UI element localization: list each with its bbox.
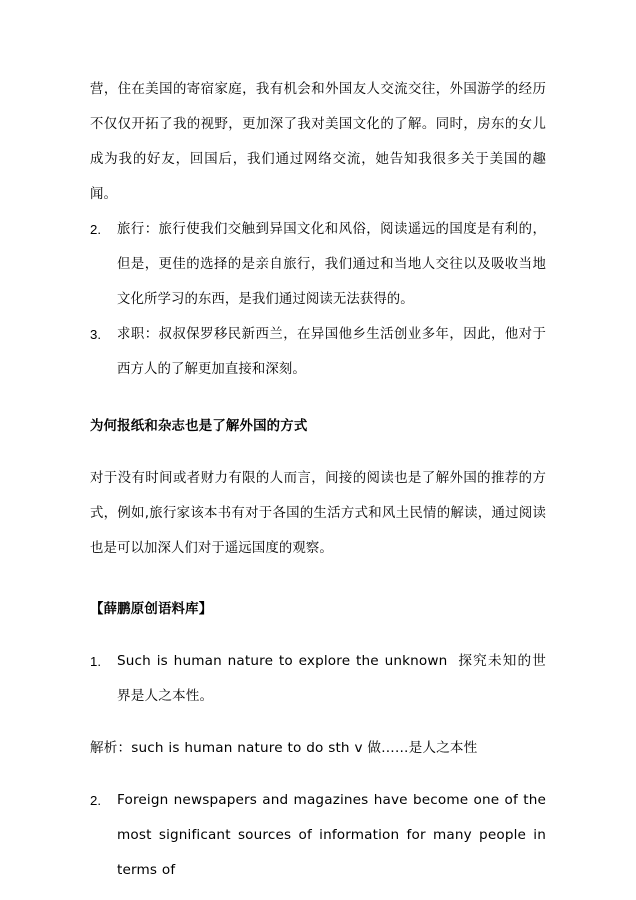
section-spacer	[90, 566, 546, 592]
list-item-label: 旅行：旅行使我们交触到异国文化和风俗，阅读遥远的国度是有利的，但是，更佳的选择的是亲自旅行，我们通过和当地人交往以及吸收当地文化所学习的东西，是我们通过阅读无法获得的。	[117, 222, 546, 307]
list-item	[90, 317, 546, 387]
list-item-label: 求职：叔叔保罗移民新西兰，在异国他乡生活创业多年，因此，他对于西方人的了解更加直接和深刻。	[117, 327, 546, 377]
english-corpus-list-continued	[90, 783, 546, 888]
document-body	[90, 72, 546, 888]
continuation-paragraph: 营，住在美国的寄宿家庭，我有机会和外国友人交流交往，外国游学的经历不仅仅开拓了我的视野，更加深了我对美国文化的了解。同时，房东的女儿成为我的好友，回国后，我们通过网络交流，她告知我很多关于美国的趣闻。	[90, 82, 546, 202]
chinese-numbered-list	[90, 212, 546, 387]
list-marker: 1.	[90, 654, 101, 669]
list-item	[90, 644, 546, 714]
section-spacer	[90, 766, 546, 783]
list-item	[90, 212, 546, 317]
chinese-gloss: 探究未知的世界是人之本性。	[117, 653, 546, 704]
section-spacer	[90, 714, 546, 731]
analysis-line: 解析：such is human nature to do sth v 做……是人之本性	[90, 740, 478, 756]
list-item-label	[117, 644, 546, 714]
list-marker: 2.	[90, 793, 101, 808]
section-spacer	[90, 444, 546, 461]
list-marker: 3.	[90, 327, 101, 342]
list-marker: 2.	[90, 222, 101, 237]
english-corpus-list	[90, 644, 546, 714]
list-item-label: Foreign newspapers and magazines have become one of the most significant sources of information for many people in terms of	[117, 792, 546, 878]
section-spacer	[90, 627, 546, 644]
paragraph-indirect-reading: 对于没有时间或者财力有限的人而言，间接的阅读也是了解外国的推荐的方式，例如,旅行家该本书有对于各国的生活方式和风土民情的解读，通过阅读也是可以加深人们对于遥远国度的观察。	[90, 471, 546, 556]
list-item	[90, 783, 546, 888]
section-heading-corpus: 【薛鹏原创语料库】	[90, 602, 213, 617]
section-heading-newspapers: 为何报纸和杂志也是了解外国的方式	[90, 419, 308, 434]
section-spacer	[90, 387, 546, 409]
english-sentence: Such is human nature to explore the unknown	[117, 653, 448, 669]
